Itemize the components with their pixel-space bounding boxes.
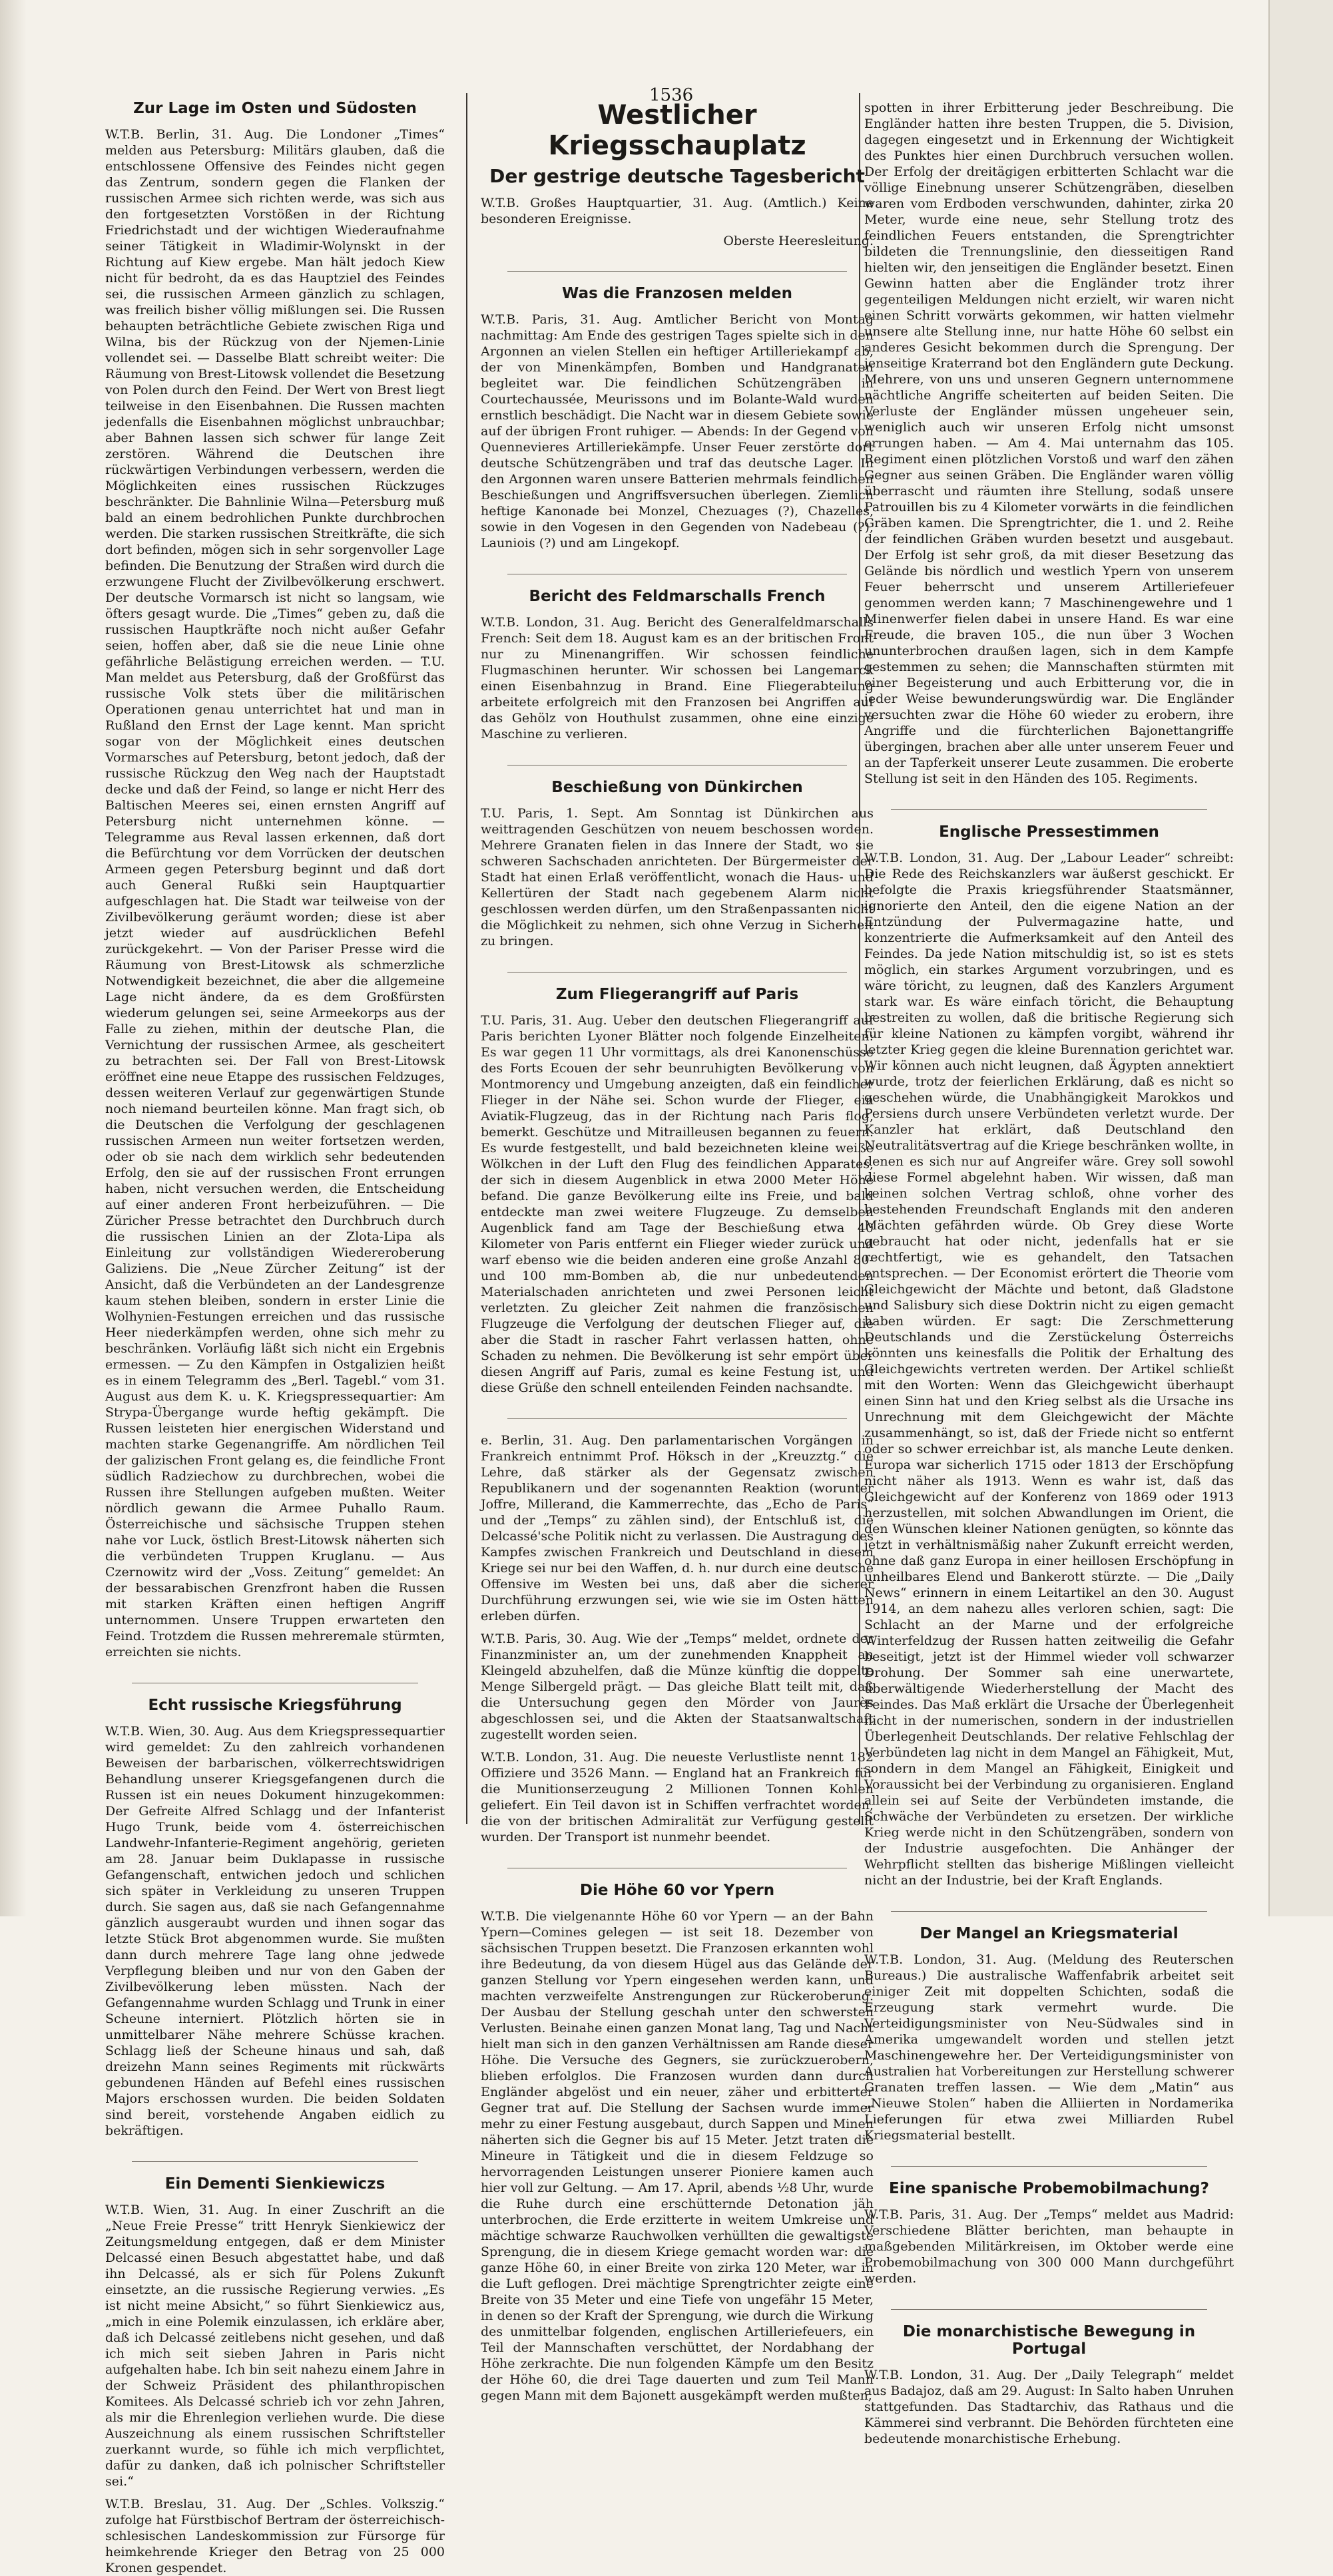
article-paragraph: W.T.B. London, 31. Aug. Die neueste Verlustliste nennt 182 Offiziere und 3526 Mann. — England hat an Frankreich für die Munitionserzeugung 2 Millionen Tonnen Kohlen geliefert. Ein Teil davon ist in Schiffen verfrachtet worden, die von der britischen Admiralität zur Verfügung gestellt wurden. Der Transport ist nunmehr beendet. — [481, 1750, 874, 1844]
article-headline: Beschießung von Dünkirchen — [551, 779, 803, 796]
article-paragraph: W.T.B. Wien, 31. Aug. In einer Zuschrift an die „Neue Freie Presse“ tritt Henryk Sienkiewicz der Zeitungsmeldung entgegen, daß er dem Minister Delcassé einen Besuch abgestattet habe, und daß ihn Delcassé, als er sich für Polens Zukunft einsetzte, an die russische Regierung verwies. „Es ist nicht meine Absicht,“ so führt Sienkiewicz aus, „mich in eine Polemik einzulassen, ich erkläre aber, daß ich Delcassé zeitlebens nicht gesehen, und daß ich mich seit sieben Jahren in Paris nicht aufgehalten habe. Ich bin seit nahezu einem Jahre in der Schweiz Präsident des philanthropischen Komitees. Als Delcassé schrieb ich vor zehn Jahren, als mir die Ehrenlegion verliehen wurde. Die diese Auszeichnung als einem russischen Schriftsteller zuerkannt wurde, so fühle ich mich verpflichtet, dafür zu danken, daß ich polnischer Schriftsteller sei.“ — [105, 2203, 445, 2489]
article — [864, 1925, 1234, 2143]
article-divider — [891, 809, 1207, 810]
article-divider — [507, 271, 847, 272]
page-gutter-shadow — [0, 0, 27, 1916]
article — [481, 100, 874, 248]
article — [481, 1882, 874, 2404]
article-paragraph: T.U. Paris, 1. Sept. Am Sonntag ist Dünkirchen aus weittragenden Geschützen von neuem beschossen worden. Mehrere Granaten fielen in das Innere der Stadt, wo sie schweren Sachschaden anrichteten. Der Bürgermeister der Stadt hat einen Erlaß veröffentlicht, wonach die Haus- und Kellertüren der Stadt nach gegebenem Alarm nicht geschlossen werden dürfen, um den Straßenpassanten nicht die Möglichkeit zu nehmen, sich ohne Verzug in Sicherheit zu bringen. — [481, 806, 874, 949]
article-subheadline: Der gestrige deutsche Tagesbericht — [489, 165, 865, 187]
article-headline: Zum Fliegerangriff auf Paris — [555, 986, 799, 1003]
article-paragraph: spotten in ihrer Erbitterung jeder Beschreibung. Die Engländer hatten ihre besten Truppen, die 5. Division, dagegen eingesetzt und in Erkennung der Wichtigkeit des Punktes hier einen Durchbruch versuchen wollen. Der Erfolg der dreitägigen erbitterten Schlacht war die völlige Einebnung unserer Schützengräben, dieselben waren vom Erdboden verschwunden, dahinter, zirka 20 Meter, wurde eine neue, sehr Stellung trotz des feindlichen Feuers entstanden, die Sprengtrichter bildeten die Trennungslinie, den diesseitigen Rand hielten wir, den jenseitigen die Engländer besetzt. Einen Gewinn hatten aber die Engländer trotz ihrer gegenteiligen Meldungen nicht erzielt, wir waren nicht einen Schritt vorwärts gekommen, wir hatten vielmehr unsere alte Stellung inne, nur hatte Höhe 60 selbst ein anderes Gesicht bekommen durch die Sprengung. Der jenseitige Kraterrand bot den Engländern gute Deckung. Mehrere, von uns und unseren Gegnern unternommene nächtliche Angriffe scheiterten auf beiden Seiten. Die Verluste der Engländer müssen ungeheuer sein, weniglich auch wir unseren Erfolg nicht umsonst errungen haben. — Am 4. Mai unternahm das 105. Regiment einen plötzlichen Vorstoß und warf den zähen Gegner aus seinen Gräben. Die Engländer waren völlig überrascht und räumten ihre Stellung, sodaß unsere Patrouillen bis zu 4 Kilometer vorwärts in die feindlichen Gräben kamen. Die Sprengtrichter, die 1. und 2. Reihe der feindlichen Gräben wurden besetzt und ausgebaut. Der Erfolg ist sehr groß, da mit dieser Besetzung das Gelände bis nördlich und westlich Ypern von unserem Feuer beherrscht und unserem Artilleriefeuer genommen werden kann; 7 Maschinengewehre und 1 Minenwerfer fielen dabei in unsere Hand. Es war eine Freude, die braven 105., die nun über 3 Wochen ununterbrochen draußen lagen, sich in dem Kampfe gestemmen zu sehen; die Mannschaften stürmten mit einer Begeisterung und auch Erbitterung vor, die in jeder Weise bewunderungswürdig war. Die Engländer versuchten zwar die Höhe 60 wieder zu erobern, ihre Angriffe und die fürchterlichen Bajonettangriffe übergingen, brachen aber alle unter unserem Feuer und an der Tapferkeit unserer Leute zusammen. Die eroberte Stellung ist seit in den Händen des 105. Regiments. — [864, 101, 1234, 786]
article-paragraph: W.T.B. Berlin, 31. Aug. Die Londoner „Times“ melden aus Petersburg: Militärs glauben, daß die entschlossene Offensive des Feindes nicht gegen das Zentrum, sondern gegen die Flanken der russischen Armee sich richten werde, was sich aus den fortgesetzten Vorstößen in der Richtung Friedrichstadt und der wichtigen Wiederaufnahme seiner Tätigkeit in Wladimir-Wolynskt in der Richtung auf Kiew ergebe. Man hält jedoch Kiew nicht für bedroht, da es das Hauptziel des Feindes sei, die russischen Armeen gänzlich zu schlagen, was freilich bisher völlig mißlungen sei. Die Russen behaupten beträchtliche Gebiete zwischen Riga und Wilna, bis der Rückzug von der Njemen-Linie vollendet sei. — Dasselbe Blatt schreibt weiter: Die Räumung von Brest-Litowsk vollendet die Besetzung von Polen durch den Feind. Der Wert von Brest liegt teilweise in den Eisenbahnen. Die Russen machten jedenfalls die Eisenbahnen möglichst unbrauchbar; aber Bahnen lassen sich schwer für lange Zeit zerstören. Während die Deutschen ihre rückwärtigen Verbindungen verbessern, werden die Möglichkeiten eines russischen Rückzuges beschränkter. Die Bahnlinie Wilna—Petersburg muß bald an einem bedrohlichen Punkte durchbrochen werden. Die starken russischen Streitkräfte, die sich dort befinden, mögen sich in sehr sorgenvoller Lage befinden. Die Benutzung der Straßen wird durch die erzwungene Flucht der Zivilbevölkerung erschwert. Der deutsche Vormarsch ist nicht so langsam, wie öfters gesagt wurde. Die „Times“ geben zu, daß die russischen Hauptkräfte noch nicht außer Gefahr seien, hoffen aber, daß sie die neue Linie ohne gefährliche Belästigung erreichen werden. — T.U. Man meldet aus Petersburg, daß der Großfürst das russische Volk stets über die militärischen Operationen genau unterrichtet hat und man in Rußland den Ernst der Lage kennt. Man spricht sogar von der Möglichkeit eines deutschen Vormarsches auf Petersburg, betont jedoch, daß der russische Rückzug den Weg nach der Hauptstadt decke und daß der Feind, so lange er nicht Herr des Baltischen Meeres sei, einen ernsten Angriff auf Petersburg nicht unternehmen könne. — Telegramme aus Reval lassen erkennen, daß dort die Befürchtung vor dem Vorrücken der deutschen Armeen gegen Petersburg beginnt und daß dort auch General Rußki sein Hauptquartier aufgeschlagen hat. Die Stadt war teilweise von der Zivilbevölkerung geräumt worden; diese ist aber jetzt wieder auf ausdrücklichen Befehl zurückgekehrt. — Von der Pariser Presse wird die Räumung von Brest-Litowsk als schmerzliche Notwendigkeit bezeichnet, die aber die allgemeine Lage nicht ändere, da es dem Großfürsten wiederum gelungen sei, seine Armeekorps aus der Falle zu ziehen, mithin der deutsche Plan, die Vernichtung der russischen Armee, als gescheitert zu betrachten sei. Der Fall von Brest-Litowsk eröffnet eine neue Etappe des russischen Feldzuges, dessen weiteren Verlauf zur gegenwärtigen Stunde noch niemand beurteilen könne. Man fragt sich, ob die Deutschen die Verfolgung der geschlagenen russischen Armeen nun weiter fortsetzen werden, oder ob sie nach dem wirklich sehr bedeutenden Erfolg, den sie auf der russischen Front errungen haben, nicht versuchen werden, die Entscheidung auf einer anderen Front herbeizuführen. — Die Züricher Presse betrachtet den Durchbruch durch die russischen Linien an der Zlota-Lipa als Einleitung zur vollständigen Wiedereroberung Galiziens. Die „Neue Zürcher Zeitung“ ist der Ansicht, daß die Verbündeten an der Landesgrenze kaum stehen bleiben, sondern in erster Linie die Wolhynien-Festungen erreichen und das russische Heer niederkämpfen werden, ohne sich mehr zu beschränken. Vorläufig läßt sich nicht ein Ergebnis ermessen. — Zu den Kämpfen in Ostgalizien heißt es in einem Telegramm des „Berl. Tagebl.“ vom 31. August aus dem K. u. K. Kriegspressequartier: Am Strypa-Übergange wurde heftig gekämpft. Die Russen leisteten hier energischen Widerstand und machten starke Gegenangriffe. Am nördlichen Teil der galizischen Front gelang es, die feindliche Front südlich Radziechow zu durchbrechen, wobei die Russen ihre Stellungen aufgeben mußten. Weiter nördlich gewann die Armee Puhallo Raum. Österreichische und sächsische Truppen stehen nahe vor Luck, östlich Brest-Litowsk näherten sich die verbündeten Truppen Kruglanu. — Aus Czernowitz wird der „Voss. Zeitung“ gemeldet: An der bessarabischen Grenzfront haben die Russen mit starken Kräften einen heftigen Angriff unternommen. Unsere Truppen erwarteten den Feind. Trotzdem die Russen mehreremale stürmten, erreichten sie nichts. — [105, 127, 445, 1659]
article-paragraph: W.T.B. Paris, 30. Aug. Wie der „Temps“ meldet, ordnete der Finanzminister an, um der zunehmenden Knappheit an Kleingeld abzuhelfen, daß die Münze künftig die doppelte Menge Silbergeld prägt. — Das gleiche Blatt teilt mit, daß die Untersuchung gegen den Mörder von Jaurès abgeschlossen sei, und die Akten der Staatsanwaltschaft zugestellt worden seien. — [481, 1631, 874, 1742]
article — [864, 2180, 1234, 2286]
article-headline: Zur Lage im Osten und Südosten — [133, 100, 417, 117]
article — [105, 2175, 445, 2576]
article-signoff: Oberste Heeresleitung. — [723, 234, 874, 248]
article-headline: Die monarchistische Bewegung in Portugal — [902, 2323, 1196, 2358]
column-rule — [466, 93, 467, 1824]
section-headline: Westlicher Kriegsschauplatz — [548, 100, 806, 161]
article — [481, 285, 874, 551]
article-divider — [891, 1911, 1207, 1912]
article — [481, 986, 874, 1396]
article — [864, 2323, 1234, 2447]
article — [105, 1697, 445, 2139]
article-divider — [132, 2161, 418, 2162]
article-headline: Bericht des Feldmarschalls French — [529, 588, 826, 605]
article-paragraph: W.T.B. Großes Hauptquartier, 31. Aug. (Amtlich.) Keine besonderen Ereignisse. — [481, 196, 874, 226]
column-left — [105, 100, 445, 2575]
article-paragraph: W.T.B. Paris, 31. Aug. Amtlicher Bericht von Montag nachmittag: Am Ende des gestrigen Tages spielte sich in den Argonnen an vielen Stellen ein heftiger Artilleriekampf ab, der von Minenkämpfen, Bomben und Handgranaten begleitet war. Die feindlichen Schützengräben in Courtechaussée, Meurissons und im Bolante-Wald wurden ernstlich beschädigt. Die Nacht war in diesem Gebiete sowie auf der übrigen Front ruhiger. — Abends: In der Gegend von Quennevieres Artilleriekämpfe. Unser Feuer zerstörte dort deutsche Schützengräben und traf das deutsche Lager. In den Argonnen waren unsere Batterien mehrmals feindlichen Beschießungen und Angriffsversuchen überlegen. Ziemlich heftige Kanonade bei Monzel, Chezuages (?), Chazelles, sowie in den Vogesen in den Gegenden von Nadebeau (?), Launiois (?) und am Lingekopf. — [481, 312, 874, 550]
article-paragraph: T.U. Paris, 31. Aug. Ueber den deutschen Fliegerangriff auf Paris berichten Lyoner Blätter noch folgende Einzelheiten: Es war gegen 11 Uhr vormittags, als drei Kanonenschüsse des Forts Ecouen der sehr beunruhigten Bevölkerung von Montmorency und Umgebung anzeigten, daß ein feindlicher Flieger in der Nähe sei. Schon wurde der Flieger, ein Aviatik-Flugzeug, das in der Richtung nach Paris flog, bemerkt. Geschütze und Mitrailleusen begannen zu feuern. Es wurde festgestellt, und bald bezeichneten kleine weiße Wölkchen in der Luft den Flug des feindlichen Apparates, der sich in diesem Augenblick in etwa 2000 Meter Höhe befand. Die ganze Bevölkerung eilte ins Freie, und bald entdeckte man zwei weitere Flugzeuge. Zu demselben Augenblick fand am Tage der Beschießung etwa 40 Kilometer von Paris entfernt ein Flieger wieder zurück und warf ebenso wie die beiden anderen eine große Anzahl 80- und 100 mm-Bomben ab, die nur unbedeutenden Materialschaden anrichteten und zwei Personen leicht verletzten. Zu gleicher Zeit nahmen die französischen Flugzeuge die Verfolgung der deutschen Flieger auf, die aber die Stadt in rascher Fahrt verlassen hatten, ohne Schaden zu nehmen. Die Bevölkerung ist sehr empört über diesen Angriff auf Paris, zumal es keine Festung ist, und diese Grüße den schnell enteilenden Feinden nachsandte. — [481, 1013, 874, 1395]
article-headline: Englische Pressestimmen — [939, 823, 1159, 841]
article-divider — [891, 2166, 1207, 2167]
article-headline: Echt russische Kriegsführung — [148, 1697, 402, 1714]
article-divider — [507, 1418, 847, 1419]
article-paragraph: e. Berlin, 31. Aug. Den parlamentarischen Vorgängen in Frankreich entnimmt Prof. Höksch in der „Kreuzztg.“ die Lehre, daß stärker als der Gegensatz zwischen Republikanern und der sogenannten Reaktion (worunter Joffre, Millerand, die Kammerrechte, das „Echo de Paris“ und der „Temps“ zu zählen sind), der Entschluß ist, die Delcassé'sche Politik nicht zu verlassen. Die Austragung des Kampfes zwischen Frankreich und Deutschland in diesem Kriege sei nur bei den Waffen, d. h. nur durch eine deutsche Offensive im Westen bei uns, daß aber die sicherer Durchführung erzwungen sei, wie wie sie im Osten hätten erleben dürfen. — [481, 1433, 874, 1623]
article — [864, 100, 1234, 787]
article — [481, 1432, 874, 1845]
article — [481, 779, 874, 949]
article-paragraph: W.T.B. Paris, 31. Aug. Der „Temps“ meldet aus Madrid: Verschiedene Blätter berichten, man behaupte in maßgebenden Militärkreisen, im Oktober werde eine Probemobilmachung von 300 000 Mann durchgeführt werden. — [864, 2207, 1234, 2286]
article-headline: Der Mangel an Kriegsmaterial — [920, 1925, 1179, 1942]
article-divider — [891, 2309, 1207, 2310]
article-paragraph: W.T.B. Wien, 30. Aug. Aus dem Kriegspressequartier wird gemeldet: Zu den zahlreich vorhandenen Beweisen der barbarischen, völkerrechtswidrigen Behandlung unserer Kriegsgefangenen durch die Russen ist ein neues Dokument hinzugekommen: Der Gefreite Alfred Schlagg und der Infanterist Hugo Trunk, beide vom 4. österreichischen Landwehr-Infanterie-Regiment angehörig, gerieten am 28. Januar beim Duklapasse in russische Gefangenschaft, entwichen jedoch und schlichen sich später in Verkleidung zu unseren Truppen durch. Sie sagen aus, daß sie nach Gefangennahme gänzlich ausgeraubt wurden und ihnen sogar das letzte Stück Brot abgenommen wurde. Sie mußten dann durch mehrere Tage lang ohne jedwede Verpflegung bleiben und nur von den Gaben der Zivilbevölkerung leben müssten. Nach der Gefangennahme wurden Schlagg und Trunk in einer Scheune interniert. Plötzlich hörten sie in unmittelbarer Nähe mehrere Schüsse krachen. Schlagg ließ der Scheune hinaus und sah, daß dreizehn Mann seines Regiments mit rückwärts gebundenen Händen auf Befehl eines russischen Majors erschossen wurden. Die beiden Soldaten sind bereit, vorstehende Angaben eidlich zu bekräftigen. — [105, 1724, 445, 2138]
article — [481, 588, 874, 742]
column-right — [864, 100, 1234, 2446]
article — [864, 823, 1234, 1888]
article-headline: Ein Dementi Sienkiewiczs — [164, 2175, 386, 2193]
article — [105, 100, 445, 1660]
article-headline: Die Höhe 60 vor Ypern — [579, 1882, 775, 1899]
article-headline: Was die Franzosen melden — [562, 285, 792, 302]
article-paragraph: W.T.B. London, 31. Aug. Der „Labour Leader“ schreibt: Die Rede des Reichskanzlers war äußerst geschickt. Er befolgte die Praxis kriegsführender Staatsmänner, ignorierte den Anteil, den die eigene Nation an der Entzündung der Pulvermagazine hatte, und konzentrierte die Aufmerksamkeit auf den Anteil des Feindes. Da jede Nation mitschuldig ist, so ist es stets möglich, ein starkes Argument vorzubringen, und es wäre töricht, zu leugnen, daß des Kanzlers Argument stark war. Es wäre einfach töricht, die Behauptung bestreiten zu wollen, daß die britische Regierung sich für kleine Nationen zu kämpfen vorgibt, während ihr letzter Krieg gegen die kleine Burennation gerichtet war. Wir können auch nicht leugnen, daß Ägypten annektiert wurde, trotz der feierlichen Erklärung, daß es nicht so geschehen würde, die Unabhängigkeit Marokkos und Persiens durch unsere Verbündeten verletzt wurde. Der Kanzler hat erklärt, daß Deutschland den Neutralitätsvertrag auf die Kriege beschränken wollte, in denen es sich nur auf Angreifer wäre. Grey soll sowohl diese Formel abgelehnt haben. Wir wissen, daß man keinen solchen Vertrag schloß, ohne vorher des bestehenden Freundschaft Englands mit den anderen Mächten gefährden würde. Ob Grey diese Worte gebraucht hat oder nicht, jedenfalls hat er sie rechtfertigt, wie es gehandelt, den Tatsachen entsprechen. — Der Economist erörtert die Theorie vom Gleichgewicht der Mächte und betont, daß Gladstone und Salisbury sich diese Doktrin nicht zu eigen gemacht haben würden. Er sagt: Die Zerschmetterung Deutschlands und die Zerstückelung Österreichs könnten uns keinesfalls die Politik der Erhaltung des Gleichgewichts vertreten werden. Der Artikel schließt mit den Worten: Wenn das Gleichgewicht überhaupt einen Sinn hat und den Krieg selbst als die Ursache ins Unrechnung mit dem Gleichgewicht der Mächte zusammenhängt, so ist, daß der Friede nicht so entfernt oder so schwer erreichbar ist, als manche Leute denken. Europa war sicherlich 1715 oder 1813 der Erschöpfung nicht näher als 1913. Wenn es wahr ist, daß das Gleichgewicht auf der Konferenz von 1869 oder 1913 herzustellen, mit solchen Abwandlungen im Orient, die den Wünschen kleiner Nationen genügten, so könnte das jetzt in verhältnismäßig naher Zukunft erreicht werden, ohne daß ganz Europa in einer heillosen Erschöpfung in unheilbares Elend und Bankerott stürzte. — Die „Daily News“ erinnern in einem Leitartikel an den 30. August 1914, an dem nahezu alles verloren schien, sagt: Die Schlacht an der Marne und der erfolgreiche Winterfeldzug der Russen hatten zeitweilig die Gefahr beseitigt, jetzt ist der Himmel wieder voll schwarzer Drohung. Der Sommer sah eine unerwartete, überwältigende Wiederherstellung der Macht des Feindes. Das Maß erklärt die Ursache der Überlegenheit nicht in der numerischen, sondern in der industriellen Überlegenheit Deutschlands. Der relative Fehlschlag der Verbündeten lag nicht in dem Mangel an Fähigkeit, Mut, sondern in dem Mangel an Fähigkeit, Einigkeit und Voraussicht bei der Verbindung zu organisieren. England allein sei auf Seite der Verbündeten imstande, die Schwäche der Verbündeten zu ersetzen. Der wirkliche Krieg werde nicht in den Schützengräben, sondern von der Industrie ausgefochten. Die Anhänger der Wehrpflicht stellten das bisherige Mißlingen vielleicht nicht an der Industrie, bei der Kraft Englands. — [864, 851, 1234, 1888]
article-paragraph: W.T.B. Die vielgenannte Höhe 60 vor Ypern — an der Bahn Ypern—Comines gelegen — ist seit 18. Dezember von sächsischen Truppen besetzt. Die Franzosen erkannten wohl ihre Bedeutung, da von diesem Hügel aus das Gelände der ganzen Stellung vor Ypern eingesehen werden kann, und machten verzweifelte Anstrengungen zur Rückeroberung. Der Ausbau der Stellung geschah unter den schwersten Verlusten. Beinahe einen ganzen Monat lang, Tag und Nacht hielt man sich in den ganzen Verhältnissen am Rande dieser Höhe. Die Versuche des Gegners, sie zurückzuerobern, blieben erfolglos. Die Franzosen wurden dann durch Engländer abgelöst und ein neuer, zäher und erbitterter Gegner trat auf. Die Stellung der Sachsen wurde immer mehr zu einer Festung ausgebaut, durch Sappen und Minen näherten sich die Gegner bis auf 15 Meter. Jetzt traten die Mineure in Tätigkeit und die in diesem Feldzuge so hervorragenden Leistungen unserer Pioniere kamen auch hier voll zur Geltung. — Am 17. April, abends ½8 Uhr, wurde die Ruhe durch eine erschütternde Detonation jäh unterbrochen, die Erde erzitterte in weitem Umkreise und mächtige schwarze Rauchwolken verhüllten die gewaltigste Sprengung, die in diesem Kriege gemacht worden war: die ganze Höhe 60, in einer Breite von zirka 120 Meter, war in die Luft geflogen. Drei mächtige Sprengtrichter zeigte eine Breite von 35 Meter und eine Tiefe von ungefähr 15 Meter, in denen so der Kraft der Sprengung, wie durch die Wirkung des unmittelbar folgenden, englischen Artilleriefeuers, ein Teil der Mannschaften verschüttet, der Nordabhang der Höhe zerkrachte. Die nun folgenden Kämpfe um den Besitz der Höhe 60, die drei Tage dauerten und zum Teil Mann gegen Mann mit dem Bajonett ausgekämpft werden mußten, — [481, 1909, 874, 2403]
article-paragraph: W.T.B. London, 31. Aug. Der „Daily Telegraph“ meldet aus Badajoz, daß am 29. August: In Salto haben Unruhen stattgefunden. Das Stadtarchiv, das Rathaus und die Kämmerei sind verbrannt. Die Behörden fürchteten eine bedeutende monarchistische Erhebung. — [864, 2368, 1234, 2446]
page-number: 1536 — [649, 85, 694, 105]
column-middle — [481, 100, 874, 2403]
article-headline: Eine spanische Probemobilmachung? — [889, 2180, 1209, 2197]
article-paragraph: W.T.B. London, 31. Aug. (Meldung des Reuterschen Bureaus.) Die australische Waffenfabrik arbeitet seit einiger Zeit mit doppelten Schichten, sodaß die Erzeugung stark vermehrt wurde. Die Verteidigungsminister von Neu-Südwales sind in Amerika umgewandelt worden und stellen jetzt Maschinengewehre her. Der Verteidigungsminister von Australien hat Vorbereitungen zur Herstellung schwerer Granaten treffen lassen. — Wie dem „Matin“ aus „Nieuwe Stolen“ haben die Alliierten in Nordamerika Lieferungen für etwa zwei Milliarden Rubel Kriegsmaterial bestellt. — [864, 1952, 1234, 2143]
adjacent-page-edge — [1268, 0, 1333, 1916]
article-paragraph: W.T.B. London, 31. Aug. Bericht des Generalfeldmarschalls French: Seit dem 18. August kam es an der britischen Front nur zu Minenangriffen. Wir schossen feindliche Flugmaschinen herunter. Wir schossen bei Langemarck einen Eisenbahnzug in Brand. Eine Fliegerabteilung arbeitete erfolgreich mit den Franzosen bei Angriffen auf das Gehölz von Houthulst zusammen, ohne eine einzige Maschine zu verlieren. — [481, 615, 874, 742]
article-paragraph: W.T.B. Breslau, 31. Aug. Der „Schles. Volkszig.“ zufolge hat Fürstbischof Bertram der österreichisch-schlesischen Landeskommission zur Fürsorge für heimkehrende Krieger den Betrag von 25 000 Kronen gespendet. — [105, 2497, 445, 2575]
